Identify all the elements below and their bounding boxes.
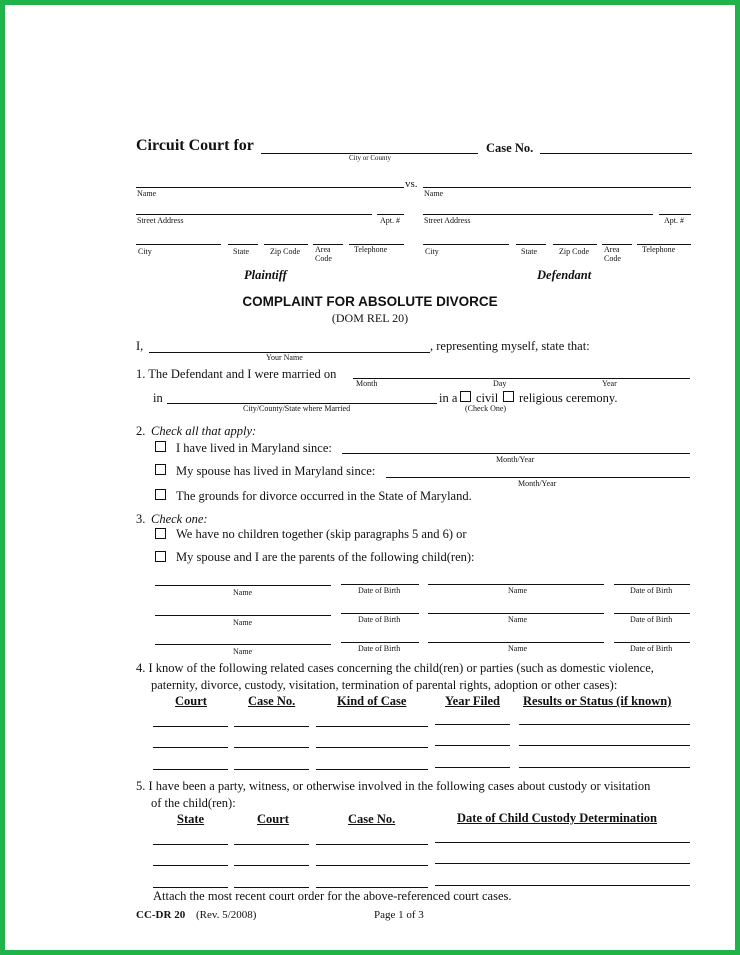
custody-date-field[interactable] <box>435 885 690 886</box>
para5-line1: 5. I have been a party, witness, or otherwise involved in the following cases about custody or visitation <box>136 779 651 793</box>
check-one-caption: (Check One) <box>465 404 507 413</box>
vs-label: vs. <box>405 178 418 190</box>
day-caption: Day <box>493 379 507 388</box>
case-year-field[interactable] <box>435 724 510 725</box>
child-name-caption: Name <box>508 586 528 595</box>
plaintiff-name-field[interactable] <box>136 187 404 188</box>
child-dob-field[interactable] <box>614 584 690 585</box>
case-kind-field[interactable] <box>316 726 428 727</box>
child-dob-caption: Date of Birth <box>358 615 401 624</box>
form-title: COMPLAINT FOR ABSOLUTE DIVORCE <box>242 294 498 309</box>
civil-checkbox[interactable] <box>460 391 471 402</box>
intro-representing: , representing myself, state that: <box>430 339 590 353</box>
lived-in-md-checkbox[interactable] <box>155 441 166 452</box>
child-dob-field[interactable] <box>614 642 690 643</box>
plaintiff-city-field[interactable] <box>136 244 221 245</box>
defendant-zip-field[interactable] <box>553 244 597 245</box>
child-name-field[interactable] <box>155 644 331 645</box>
child-dob-field[interactable] <box>341 642 419 643</box>
plaintiff-name-caption: Name <box>137 189 157 198</box>
case-kind-field[interactable] <box>316 747 428 748</box>
defendant-street-field[interactable] <box>423 214 653 215</box>
para1-in: in <box>153 391 163 405</box>
col-year-filed: Year Filed <box>445 694 500 708</box>
case-results-field[interactable] <box>519 724 690 725</box>
para3-heading: Check one: <box>151 512 208 526</box>
para1-text: 1. The Defendant and I were married on <box>136 367 337 381</box>
page-number: Page 1 of 3 <box>374 909 424 921</box>
col-case-no: Case No. <box>348 812 396 826</box>
case-year-field[interactable] <box>435 767 510 768</box>
col-court: Court <box>257 812 289 826</box>
religious-checkbox[interactable] <box>503 391 514 402</box>
defendant-label: Defendant <box>537 268 592 282</box>
marriage-date-field[interactable] <box>353 378 690 379</box>
child-dob-field[interactable] <box>341 584 419 585</box>
case-no-field[interactable] <box>540 153 692 154</box>
spouse-lived-since-caption: Month/Year <box>518 479 557 488</box>
form-page <box>5 5 735 950</box>
intro-i: I, <box>136 339 144 353</box>
child-name-caption: Name <box>508 644 528 653</box>
col-custody-date: Date of Child Custody Determination <box>457 811 657 825</box>
grounds-in-md-label: The grounds for divorce occurred in the State of Maryland. <box>176 489 472 503</box>
plaintiff-code-caption: Code <box>315 254 332 263</box>
para5-line2: of the child(ren): <box>151 796 236 810</box>
case-results-field[interactable] <box>519 745 690 746</box>
case-court-field[interactable] <box>153 747 228 748</box>
child-name-field[interactable] <box>428 584 604 585</box>
defendant-name-field[interactable] <box>423 187 691 188</box>
defendant-code-caption: Code <box>604 254 621 263</box>
col-state: State <box>177 812 205 826</box>
custody-court-field[interactable] <box>234 865 309 866</box>
child-dob-field[interactable] <box>341 613 419 614</box>
defendant-zip-caption: Zip Code <box>559 247 589 256</box>
plaintiff-area-caption: Area <box>315 245 331 254</box>
child-name-caption: Name <box>233 647 253 656</box>
col-results: Results or Status (if known) <box>523 694 672 708</box>
custody-date-field[interactable] <box>435 863 690 864</box>
custody-date-field[interactable] <box>435 842 690 843</box>
plaintiff-city-caption: City <box>138 247 152 256</box>
defendant-phone-caption: Telephone <box>642 245 676 254</box>
form-rev: (Rev. 5/2008) <box>196 909 257 921</box>
plaintiff-street-field[interactable] <box>136 214 372 215</box>
court-label: Circuit Court for <box>136 137 254 154</box>
defendant-city-caption: City <box>425 247 439 256</box>
child-dob-caption: Date of Birth <box>630 644 673 653</box>
civil-label: civil <box>476 391 499 405</box>
col-kind-of-case: Kind of Case <box>337 694 407 708</box>
defendant-name-caption: Name <box>424 189 444 198</box>
place-caption: City/County/State where Married <box>243 404 351 413</box>
child-dob-field[interactable] <box>614 613 690 614</box>
defendant-apt-caption: Apt. # <box>664 216 684 225</box>
defendant-state-caption: State <box>521 247 537 256</box>
case-court-field[interactable] <box>153 726 228 727</box>
child-dob-caption: Date of Birth <box>358 586 401 595</box>
city-county-caption: City or County <box>349 154 392 162</box>
plaintiff-street-caption: Street Address <box>137 216 184 225</box>
child-dob-caption: Date of Birth <box>630 615 673 624</box>
col-court: Court <box>175 694 207 708</box>
plaintiff-apt-field[interactable] <box>377 214 404 215</box>
case-year-field[interactable] <box>435 745 510 746</box>
plaintiff-label: Plaintiff <box>244 268 287 282</box>
child-dob-caption: Date of Birth <box>630 586 673 595</box>
spouse-lived-since-field[interactable] <box>386 477 690 478</box>
child-dob-caption: Date of Birth <box>358 644 401 653</box>
defendant-apt-field[interactable] <box>659 214 691 215</box>
col-case-no: Case No. <box>248 694 296 708</box>
spouse-lived-in-md-label: My spouse has lived in Maryland since: <box>176 464 376 478</box>
custody-court-field[interactable] <box>234 844 309 845</box>
child-name-field[interactable] <box>428 613 604 614</box>
case-no-field[interactable] <box>234 726 309 727</box>
religious-label: religious ceremony. <box>519 391 618 405</box>
grounds-in-md-checkbox[interactable] <box>155 489 166 500</box>
custody-court-field[interactable] <box>234 887 309 888</box>
parents-label: My spouse and I are the parents of the following child(ren): <box>176 550 475 564</box>
child-name-caption: Name <box>233 588 253 597</box>
attach-note: Attach the most recent court order for the above-referenced court cases. <box>153 889 512 903</box>
child-name-caption: Name <box>508 615 528 624</box>
no-children-label: We have no children together (skip paragraphs 5 and 6) or <box>176 527 467 541</box>
lived-since-field[interactable] <box>342 453 690 454</box>
para2-heading: Check all that apply: <box>151 424 257 438</box>
case-no-field[interactable] <box>234 769 309 770</box>
case-no-label: Case No. <box>486 141 534 155</box>
defendant-city-field[interactable] <box>423 244 509 245</box>
plaintiff-state-caption: State <box>233 247 249 256</box>
child-name-caption: Name <box>233 618 253 627</box>
plaintiff-zip-field[interactable] <box>264 244 308 245</box>
lived-since-caption: Month/Year <box>496 455 535 464</box>
plaintiff-apt-caption: Apt. # <box>380 216 400 225</box>
para1-in-a: in a <box>439 391 458 405</box>
form-id: CC-DR 20 <box>136 909 186 921</box>
custody-state-field[interactable] <box>153 865 228 866</box>
lived-in-md-label: I have lived in Maryland since: <box>176 441 332 455</box>
para3-num: 3. <box>136 512 146 526</box>
no-children-checkbox[interactable] <box>155 528 166 539</box>
parents-checkbox[interactable] <box>155 551 166 562</box>
child-name-field[interactable] <box>428 642 604 643</box>
para2-num: 2. <box>136 424 146 438</box>
spouse-lived-in-md-checkbox[interactable] <box>155 464 166 475</box>
case-kind-field[interactable] <box>316 769 428 770</box>
defendant-state-field[interactable] <box>516 244 546 245</box>
plaintiff-state-field[interactable] <box>228 244 258 245</box>
para4-line2: paternity, divorce, custody, visitation, termination of parental rights, adoption or other cases): <box>151 678 618 692</box>
year-caption: Year <box>602 379 617 388</box>
plaintiff-zip-caption: Zip Code <box>270 247 300 256</box>
para4-line1: 4. I know of the following related cases concerning the child(ren) or parties (such as domestic violence, <box>136 661 654 675</box>
your-name-caption: Your Name <box>266 353 303 362</box>
child-name-field[interactable] <box>155 615 331 616</box>
month-caption: Month <box>356 379 378 388</box>
custody-case-no-field[interactable] <box>316 887 428 888</box>
custody-state-field[interactable] <box>153 844 228 845</box>
child-name-field[interactable] <box>155 585 331 586</box>
case-no-field[interactable] <box>234 747 309 748</box>
custody-case-no-field[interactable] <box>316 844 428 845</box>
custody-case-no-field[interactable] <box>316 865 428 866</box>
case-court-field[interactable] <box>153 769 228 770</box>
case-results-field[interactable] <box>519 767 690 768</box>
defendant-area-caption: Area <box>604 245 620 254</box>
defendant-street-caption: Street Address <box>424 216 471 225</box>
form-subtitle: (DOM REL 20) <box>331 311 409 325</box>
custody-state-field[interactable] <box>153 887 228 888</box>
plaintiff-phone-caption: Telephone <box>354 245 388 254</box>
